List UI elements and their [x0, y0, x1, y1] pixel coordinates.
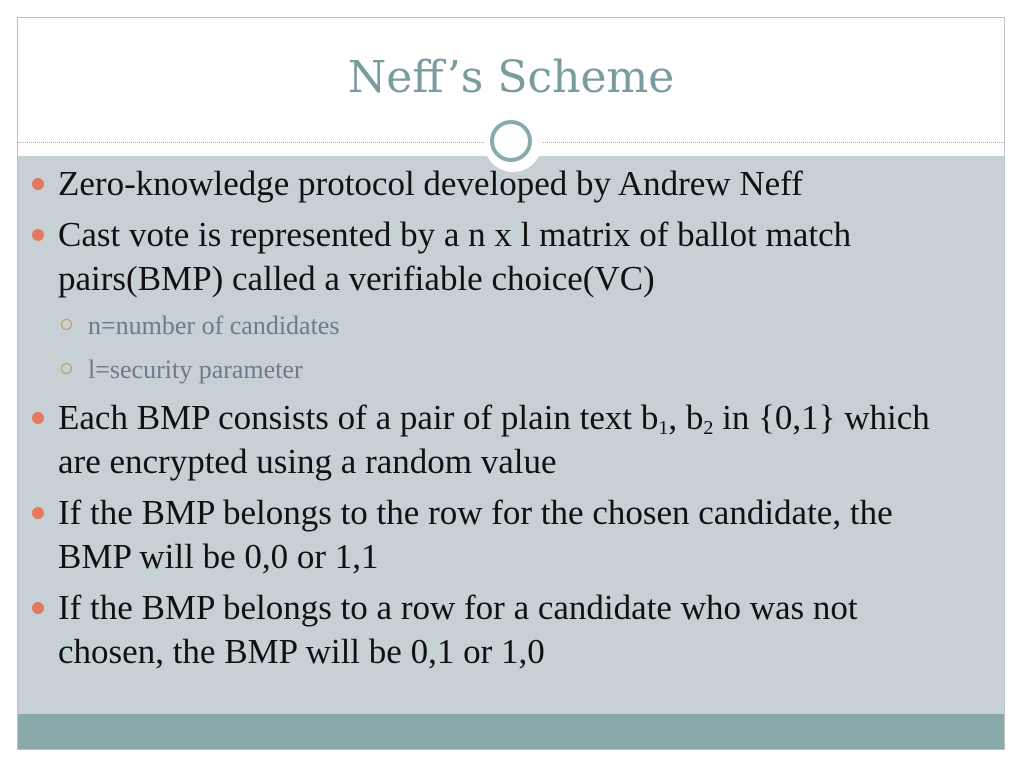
bullet-item: [28, 162, 958, 206]
bullet-text: Zero-knowledge protocol developed by Andrew Neff: [58, 164, 803, 203]
filled-circle-bullet-icon: [32, 178, 44, 190]
bullet-text: Cast vote is represented by a n x l matrix of ballot match pairs(BMP) called a verifiable choice(VC): [58, 215, 852, 298]
filled-circle-bullet-icon: [32, 507, 44, 519]
bullet-text-part: Each BMP consists of a pair of plain text b: [58, 398, 659, 437]
sub-bullet-text: n=number of candidates: [88, 311, 340, 340]
sub-bullet-text: l=security parameter: [88, 355, 303, 384]
bullet-text: If the BMP belongs to the row for the chosen candidate, the BMP will be 0,0 or 1,1: [58, 493, 893, 576]
ring-ornament-icon: [490, 120, 532, 162]
sub-bullet-item: [28, 308, 958, 344]
bullet-text-part: in {0,1} which are encrypted using a random value: [58, 398, 930, 481]
bullet-list: [28, 162, 958, 681]
hollow-circle-bullet-icon: [61, 363, 72, 374]
subscript-2: 2: [703, 417, 714, 439]
filled-circle-bullet-icon: [32, 229, 44, 241]
bullet-item: [28, 396, 958, 484]
subscript-1: 1: [658, 417, 669, 439]
filled-circle-bullet-icon: [32, 412, 44, 424]
sub-bullet-item: [28, 352, 958, 388]
slide-title: Neff’s Scheme: [347, 52, 675, 103]
hollow-circle-bullet-icon: [61, 319, 72, 330]
footer-band: [18, 714, 1004, 749]
bullet-text: [58, 398, 930, 481]
bullet-item: [28, 586, 958, 674]
bullet-item: [28, 213, 958, 301]
bullet-text: If the BMP belongs to a row for a candidate who was not chosen, the BMP will be 0,1 or 1,0: [58, 588, 858, 671]
filled-circle-bullet-icon: [32, 602, 44, 614]
bullet-item: [28, 491, 958, 579]
bullet-text-part: , b: [668, 398, 704, 437]
